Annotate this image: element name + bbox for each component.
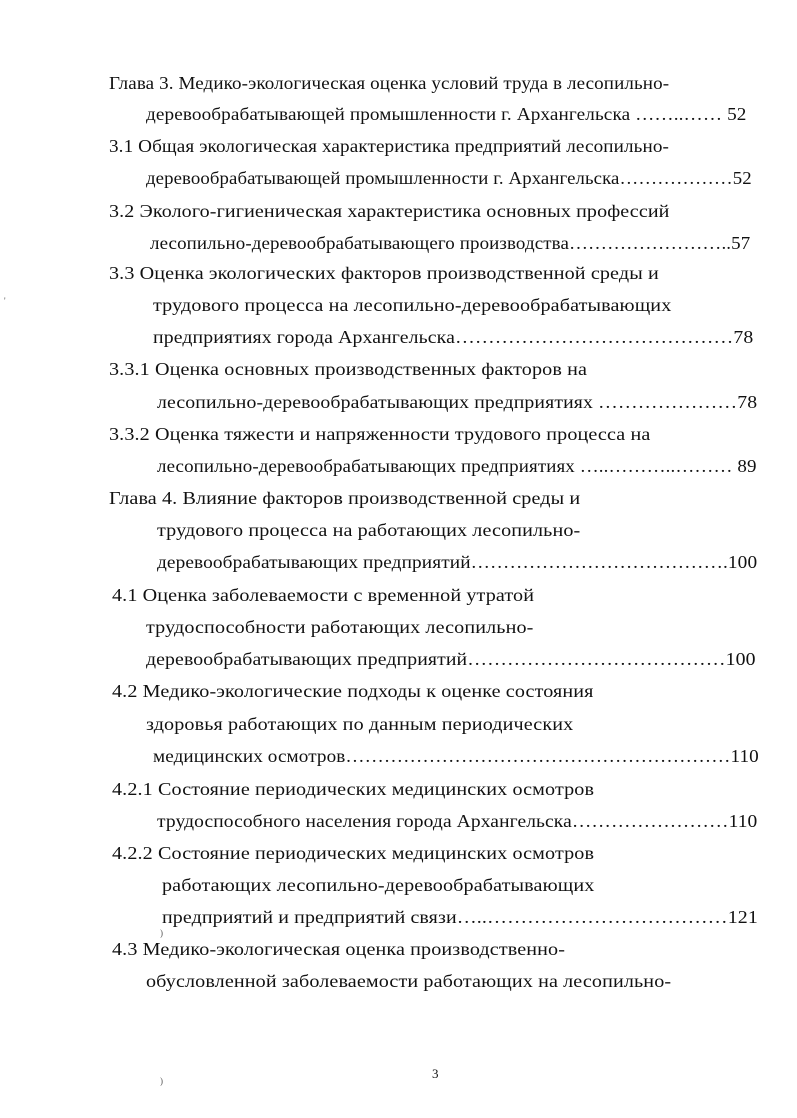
toc-line-3-2-cont: лесопильно-деревообрабатывающего производства……………………..57 — [150, 233, 751, 253]
toc-line-4-2-cont-2: медицинских осмотров……………………………………………………110 — [153, 746, 759, 766]
toc-line-3-3-2-cont: лесопильно-деревообрабатывающих предприятиях …..………..……… 89 — [157, 456, 757, 476]
toc-line-chapter-4-cont-2: деревообрабатывающих предприятий………………………………….100 — [157, 552, 758, 572]
toc-line-chapter-4-cont-1: трудового процесса на работающих лесопильно- — [157, 520, 581, 540]
toc-line-4-2-2: 4.2.2 Состояние периодических медицинских осмотров — [112, 843, 595, 863]
toc-line-3-2: 3.2 Эколого-гигиеническая характеристика основных профессий — [109, 201, 670, 221]
toc-line-chapter-3-cont: деревообрабатывающей промышленности г. Архангельска ……..…… 52 — [146, 104, 747, 124]
toc-line-3-3-1: 3.3.1 Оценка основных производственных факторов на — [109, 359, 588, 379]
toc-line-4-1-cont-1: трудоспособности работающих лесопильно- — [146, 617, 534, 637]
scan-speck: ) — [160, 928, 163, 938]
toc-line-4-1-cont-2: деревообрабатывающих предприятий…………………………………100 — [146, 649, 756, 669]
toc-line-4-2: 4.2 Медико-экологические подходы к оценке состояния — [112, 681, 594, 701]
toc-line-4-2-1: 4.2.1 Состояние периодических медицинских осмотров — [112, 779, 595, 799]
toc-line-3-3-cont-2: предприятиях города Архангельска……………………………………78 — [153, 327, 754, 347]
toc-line-3-1: 3.1 Общая экологическая характеристика предприятий лесопильно- — [109, 136, 670, 156]
toc-line-3-3-1-cont: лесопильно-деревообрабатывающих предприятиях …………………78 — [157, 392, 758, 412]
toc-line-3-1-cont: деревообрабатывающей промышленности г. Архангельска………………52 — [146, 168, 752, 188]
page-number: 3 — [432, 1066, 439, 1081]
toc-line-chapter-3: Глава 3. Медико-экологическая оценка условий труда в лесопильно- — [109, 73, 670, 93]
toc-line-3-3-2: 3.3.2 Оценка тяжести и напряженности трудового процесса на — [109, 424, 651, 444]
scan-speck: ' — [4, 296, 6, 306]
toc-line-4-3-cont: обусловленной заболеваемости работающих на лесопильно- — [146, 971, 672, 991]
scan-speck: ) — [160, 1076, 163, 1086]
toc-line-4-2-1-cont: трудоспособного населения города Архангельска……………………110 — [157, 811, 758, 831]
toc-line-4-2-2-cont-2: предприятий и предприятий связи…..………………………………121 — [162, 907, 758, 927]
toc-line-4-3: 4.3 Медико-экологическая оценка производственно- — [112, 939, 566, 959]
toc-line-3-3-cont-1: трудового процесса на лесопильно-деревообрабатывающих — [153, 295, 672, 315]
toc-line-4-2-cont-1: здоровья работающих по данным периодических — [146, 714, 574, 734]
toc-line-3-3: 3.3 Оценка экологических факторов производственной среды и — [109, 263, 659, 283]
toc-line-4-2-2-cont-1: работающих лесопильно-деревообрабатывающих — [162, 875, 595, 895]
toc-line-chapter-4: Глава 4. Влияние факторов производственной среды и — [109, 488, 581, 508]
toc-line-4-1: 4.1 Оценка заболеваемости с временной утратой — [112, 585, 535, 605]
